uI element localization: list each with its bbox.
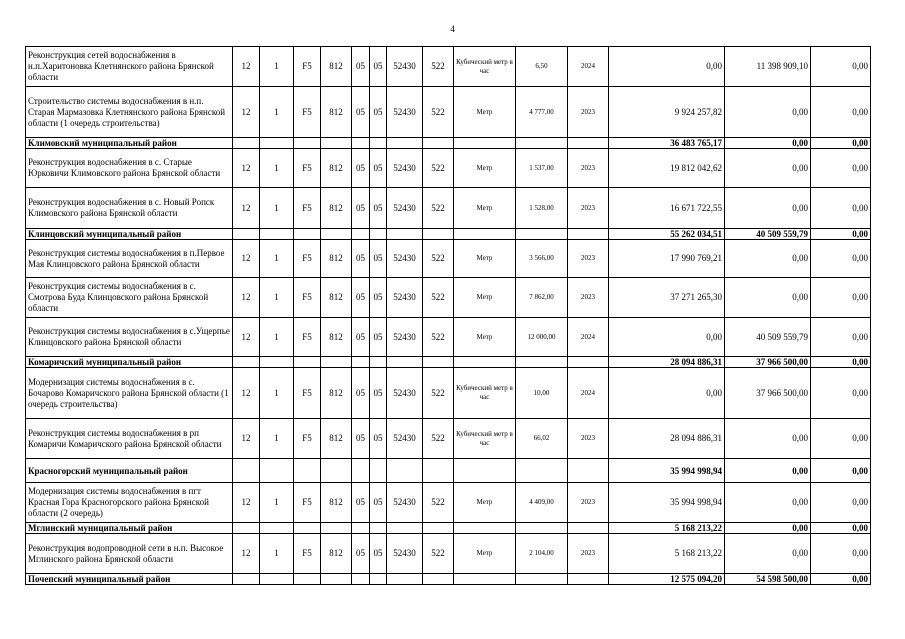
cell-c2: 1 — [260, 318, 294, 357]
cell-v1: 0,00 — [609, 368, 725, 419]
cell-c6 — [370, 574, 387, 585]
cell-c3 — [294, 357, 321, 368]
cell-unit: Кубический метр в час — [454, 47, 516, 87]
cell-year: 2023 — [568, 419, 609, 459]
cell-c8: 522 — [423, 47, 454, 87]
cell-c4 — [321, 229, 352, 240]
cell-qty: 3 566,00 — [516, 240, 568, 278]
cell-year — [568, 229, 609, 240]
row-name-cell: Строительство системы водоснабжения в н.п. Старая Мармазовка Клетнянского района Брянской области (1 очередь строительства) — [26, 87, 233, 138]
cell-v1: 0,00 — [609, 318, 725, 357]
cell-c1: 12 — [233, 534, 260, 574]
subtotal-row — [26, 459, 871, 483]
cell-v3: 0,00 — [811, 574, 871, 585]
cell-v3: 0,00 — [811, 534, 871, 574]
cell-year: 2024 — [568, 368, 609, 419]
cell-qty: 1 528,00 — [516, 188, 568, 229]
cell-v1: 5 168 213,22 — [609, 523, 725, 534]
cell-c6: 05 — [370, 149, 387, 188]
cell-c2 — [260, 459, 294, 483]
cell-c6: 05 — [370, 368, 387, 419]
cell-c8: 522 — [423, 240, 454, 278]
cell-qty — [516, 459, 568, 483]
cell-c8: 522 — [423, 419, 454, 459]
cell-c4: 812 — [321, 149, 352, 188]
cell-c3: F5 — [294, 368, 321, 419]
cell-unit — [454, 574, 516, 585]
cell-c3 — [294, 459, 321, 483]
cell-c4: 812 — [321, 240, 352, 278]
cell-qty — [516, 574, 568, 585]
cell-v3: 0,00 — [811, 138, 871, 149]
cell-c1: 12 — [233, 87, 260, 138]
cell-c8 — [423, 357, 454, 368]
cell-year: 2023 — [568, 188, 609, 229]
cell-unit: Метр — [454, 188, 516, 229]
cell-c6 — [370, 523, 387, 534]
cell-year — [568, 357, 609, 368]
cell-v3: 0,00 — [811, 459, 871, 483]
cell-unit: Кубический метр в час — [454, 419, 516, 459]
cell-qty: 7 862,00 — [516, 278, 568, 318]
cell-qty: 6,50 — [516, 47, 568, 87]
cell-c6: 05 — [370, 318, 387, 357]
cell-unit: Метр — [454, 318, 516, 357]
cell-c1: 12 — [233, 419, 260, 459]
cell-c5 — [352, 523, 370, 534]
cell-c5: 05 — [352, 149, 370, 188]
cell-v3: 0,00 — [811, 188, 871, 229]
cell-c2 — [260, 229, 294, 240]
cell-c8 — [423, 229, 454, 240]
cell-v3: 0,00 — [811, 278, 871, 318]
cell-c3: F5 — [294, 534, 321, 574]
cell-c4: 812 — [321, 483, 352, 523]
cell-c8: 522 — [423, 534, 454, 574]
row-name-cell: Мглинский муниципальный район — [26, 523, 233, 534]
cell-year: 2023 — [568, 534, 609, 574]
cell-unit — [454, 459, 516, 483]
cell-c1 — [233, 357, 260, 368]
cell-qty: 66,02 — [516, 419, 568, 459]
cell-c3: F5 — [294, 318, 321, 357]
cell-c1: 12 — [233, 368, 260, 419]
cell-c6: 05 — [370, 483, 387, 523]
cell-c8: 522 — [423, 483, 454, 523]
cell-v2: 40 509 559,79 — [725, 229, 811, 240]
cell-c7 — [387, 229, 423, 240]
cell-c1: 12 — [233, 240, 260, 278]
cell-year: 2024 — [568, 47, 609, 87]
cell-v1: 35 994 998,94 — [609, 483, 725, 523]
table-row — [26, 188, 871, 229]
cell-c2: 1 — [260, 149, 294, 188]
cell-year — [568, 138, 609, 149]
cell-c8 — [423, 574, 454, 585]
cell-c6: 05 — [370, 87, 387, 138]
cell-c1 — [233, 229, 260, 240]
cell-v1: 55 262 034,51 — [609, 229, 725, 240]
cell-c5: 05 — [352, 240, 370, 278]
row-name-cell: Реконструкция системы водоснабжения в с. Смотрова Буда Клинцовского района Брянской области — [26, 278, 233, 318]
cell-v3: 0,00 — [811, 149, 871, 188]
cell-c5: 05 — [352, 483, 370, 523]
cell-year: 2023 — [568, 87, 609, 138]
cell-c7: 52430 — [387, 188, 423, 229]
cell-c8: 522 — [423, 149, 454, 188]
cell-c4 — [321, 574, 352, 585]
cell-c5: 05 — [352, 87, 370, 138]
cell-c3 — [294, 138, 321, 149]
cell-v3: 0,00 — [811, 318, 871, 357]
cell-qty: 2 104,00 — [516, 534, 568, 574]
cell-v3: 0,00 — [811, 419, 871, 459]
cell-v2: 0,00 — [725, 149, 811, 188]
cell-unit: Метр — [454, 149, 516, 188]
cell-c4 — [321, 138, 352, 149]
cell-c8: 522 — [423, 368, 454, 419]
cell-c2 — [260, 357, 294, 368]
cell-c2: 1 — [260, 278, 294, 318]
cell-v2: 11 398 909,10 — [725, 47, 811, 87]
cell-v1: 28 094 886,31 — [609, 419, 725, 459]
cell-qty: 4 777,00 — [516, 87, 568, 138]
cell-c2: 1 — [260, 188, 294, 229]
table-row — [26, 483, 871, 523]
cell-c2: 1 — [260, 483, 294, 523]
cell-c2: 1 — [260, 47, 294, 87]
cell-c7: 52430 — [387, 483, 423, 523]
cell-c5 — [352, 574, 370, 585]
cell-c7: 52430 — [387, 240, 423, 278]
cell-v2: 54 598 500,00 — [725, 574, 811, 585]
cell-c8: 522 — [423, 318, 454, 357]
row-name-cell: Красногорский муниципальный район — [26, 459, 233, 483]
row-name-cell: Реконструкция системы водоснабжения в п.Первое Мая Клинцовского района Брянской области — [26, 240, 233, 278]
row-name-cell: Модернизация системы водоснабжения в с. Бочарово Комаричского района Брянской области (1 очередь строительства) — [26, 368, 233, 419]
cell-v3: 0,00 — [811, 47, 871, 87]
cell-v2: 0,00 — [725, 278, 811, 318]
cell-unit — [454, 229, 516, 240]
row-name-cell: Реконструкция водоснабжения в с. Старые Юрковичи Климовского района Брянской области — [26, 149, 233, 188]
cell-c2 — [260, 138, 294, 149]
cell-v1: 9 924 257,82 — [609, 87, 725, 138]
cell-c5: 05 — [352, 419, 370, 459]
cell-c8: 522 — [423, 278, 454, 318]
cell-c3: F5 — [294, 47, 321, 87]
cell-c6: 05 — [370, 47, 387, 87]
cell-v2: 0,00 — [725, 523, 811, 534]
cell-v2: 0,00 — [725, 240, 811, 278]
cell-v2: 40 509 559,79 — [725, 318, 811, 357]
cell-c4 — [321, 459, 352, 483]
row-name-cell: Реконструкция сетей водоснабжения в н.п.Харитоновка Клетнянского района Брянской области — [26, 47, 233, 87]
page-number: 4 — [450, 24, 455, 34]
cell-v1: 36 483 765,17 — [609, 138, 725, 149]
cell-v1: 0,00 — [609, 47, 725, 87]
cell-c2: 1 — [260, 419, 294, 459]
cell-c4: 812 — [321, 368, 352, 419]
row-name-cell: Реконструкция системы водоснабжения в рп Комаричи Комаричского района Брянской области — [26, 419, 233, 459]
cell-year: 2023 — [568, 149, 609, 188]
cell-c1: 12 — [233, 483, 260, 523]
cell-c3: F5 — [294, 278, 321, 318]
cell-unit: Метр — [454, 483, 516, 523]
cell-v2: 0,00 — [725, 483, 811, 523]
cell-c3: F5 — [294, 483, 321, 523]
cell-year — [568, 574, 609, 585]
cell-unit: Метр — [454, 87, 516, 138]
cell-year — [568, 523, 609, 534]
cell-c7: 52430 — [387, 534, 423, 574]
cell-c5: 05 — [352, 318, 370, 357]
cell-v2: 0,00 — [725, 87, 811, 138]
cell-c2: 1 — [260, 87, 294, 138]
table-row — [26, 87, 871, 138]
row-name-cell: Клинцовский муниципальный район — [26, 229, 233, 240]
cell-unit: Метр — [454, 534, 516, 574]
cell-unit — [454, 138, 516, 149]
cell-c5 — [352, 357, 370, 368]
row-name-cell: Реконструкция водопроводной сети в н.п. Высокое Мглинского района Брянской области — [26, 534, 233, 574]
cell-c6 — [370, 459, 387, 483]
cell-c6 — [370, 229, 387, 240]
cell-v3: 0,00 — [811, 240, 871, 278]
cell-v1: 17 990 769,21 — [609, 240, 725, 278]
table-row — [26, 47, 871, 87]
cell-v2: 37 966 500,00 — [725, 357, 811, 368]
cell-c7: 52430 — [387, 278, 423, 318]
cell-c4: 812 — [321, 419, 352, 459]
table-row — [26, 534, 871, 574]
row-name-cell: Модернизация системы водоснабжения в пгт Красная Гора Красногорского района Брянской области (2 очередь) — [26, 483, 233, 523]
table-row — [26, 368, 871, 419]
cell-c6: 05 — [370, 240, 387, 278]
cell-c2: 1 — [260, 534, 294, 574]
cell-c5: 05 — [352, 534, 370, 574]
cell-c2: 1 — [260, 240, 294, 278]
cell-v2: 0,00 — [725, 419, 811, 459]
cell-c5 — [352, 229, 370, 240]
cell-v1: 35 994 998,94 — [609, 459, 725, 483]
cell-c1: 12 — [233, 318, 260, 357]
cell-c7 — [387, 459, 423, 483]
cell-c4: 812 — [321, 188, 352, 229]
cell-qty: 10,00 — [516, 368, 568, 419]
cell-qty — [516, 229, 568, 240]
cell-c3: F5 — [294, 149, 321, 188]
cell-c5: 05 — [352, 47, 370, 87]
cell-c1: 12 — [233, 47, 260, 87]
cell-c5: 05 — [352, 368, 370, 419]
cell-c5: 05 — [352, 188, 370, 229]
cell-c4 — [321, 357, 352, 368]
cell-c3: F5 — [294, 87, 321, 138]
cell-year: 2023 — [568, 483, 609, 523]
cell-c7: 52430 — [387, 87, 423, 138]
cell-c8: 522 — [423, 87, 454, 138]
cell-v3: 0,00 — [811, 483, 871, 523]
cell-c7: 52430 — [387, 419, 423, 459]
cell-c6: 05 — [370, 419, 387, 459]
cell-c4: 812 — [321, 87, 352, 138]
cell-year — [568, 459, 609, 483]
cell-v1: 19 812 042,62 — [609, 149, 725, 188]
cell-c7 — [387, 523, 423, 534]
table-row — [26, 278, 871, 318]
subtotal-row — [26, 357, 871, 368]
cell-c7 — [387, 574, 423, 585]
subtotal-row — [26, 574, 871, 585]
cell-c8: 522 — [423, 188, 454, 229]
subtotal-row — [26, 229, 871, 240]
row-name-cell: Реконструкция водоснабжения в с. Новый Ропск Климовского района Брянской области — [26, 188, 233, 229]
budget-table — [25, 46, 871, 585]
table-row — [26, 149, 871, 188]
cell-c3: F5 — [294, 188, 321, 229]
row-name-cell: Климовский муниципальный район — [26, 138, 233, 149]
cell-c4: 812 — [321, 278, 352, 318]
cell-c1 — [233, 138, 260, 149]
cell-c7 — [387, 357, 423, 368]
cell-qty — [516, 138, 568, 149]
cell-unit: Метр — [454, 278, 516, 318]
cell-v2: 0,00 — [725, 188, 811, 229]
cell-c3 — [294, 523, 321, 534]
cell-v1: 37 271 265,30 — [609, 278, 725, 318]
cell-c2 — [260, 523, 294, 534]
cell-c2: 1 — [260, 368, 294, 419]
cell-unit: Метр — [454, 240, 516, 278]
cell-c8 — [423, 459, 454, 483]
cell-unit: Кубический метр в час — [454, 368, 516, 419]
cell-qty: 1 537,00 — [516, 149, 568, 188]
cell-c6 — [370, 357, 387, 368]
cell-year: 2024 — [568, 318, 609, 357]
cell-qty: 12 000,00 — [516, 318, 568, 357]
cell-c1: 12 — [233, 278, 260, 318]
cell-v1: 12 575 094,20 — [609, 574, 725, 585]
cell-c3: F5 — [294, 240, 321, 278]
cell-c6: 05 — [370, 534, 387, 574]
cell-qty: 4 409,00 — [516, 483, 568, 523]
row-name-cell: Почепский муниципальный район — [26, 574, 233, 585]
cell-c8 — [423, 523, 454, 534]
cell-v2: 0,00 — [725, 534, 811, 574]
cell-unit — [454, 357, 516, 368]
cell-c3 — [294, 229, 321, 240]
cell-c1: 12 — [233, 188, 260, 229]
cell-year: 2023 — [568, 240, 609, 278]
cell-c5: 05 — [352, 278, 370, 318]
cell-c5 — [352, 459, 370, 483]
cell-qty — [516, 523, 568, 534]
cell-c4: 812 — [321, 534, 352, 574]
cell-v3: 0,00 — [811, 87, 871, 138]
cell-c7: 52430 — [387, 47, 423, 87]
row-name-cell: Комаричский муниципальный район — [26, 357, 233, 368]
cell-v3: 0,00 — [811, 523, 871, 534]
cell-c1: 12 — [233, 149, 260, 188]
cell-v1: 5 168 213,22 — [609, 534, 725, 574]
cell-c1 — [233, 574, 260, 585]
cell-v2: 0,00 — [725, 459, 811, 483]
cell-v3: 0,00 — [811, 357, 871, 368]
subtotal-row — [26, 523, 871, 534]
cell-c6 — [370, 138, 387, 149]
cell-c7: 52430 — [387, 149, 423, 188]
cell-c3: F5 — [294, 419, 321, 459]
subtotal-row — [26, 138, 871, 149]
cell-unit — [454, 523, 516, 534]
cell-v3: 0,00 — [811, 229, 871, 240]
cell-year: 2023 — [568, 278, 609, 318]
cell-v2: 37 966 500,00 — [725, 368, 811, 419]
cell-c1 — [233, 459, 260, 483]
cell-qty — [516, 357, 568, 368]
cell-c2 — [260, 574, 294, 585]
cell-c6: 05 — [370, 278, 387, 318]
cell-c4 — [321, 523, 352, 534]
cell-c7: 52430 — [387, 368, 423, 419]
cell-c3 — [294, 574, 321, 585]
cell-v1: 16 671 722,55 — [609, 188, 725, 229]
cell-v1: 28 094 886,31 — [609, 357, 725, 368]
cell-c1 — [233, 523, 260, 534]
cell-c7 — [387, 138, 423, 149]
cell-c4: 812 — [321, 47, 352, 87]
cell-v2: 0,00 — [725, 138, 811, 149]
cell-c6: 05 — [370, 188, 387, 229]
cell-c4: 812 — [321, 318, 352, 357]
table-row — [26, 318, 871, 357]
cell-v3: 0,00 — [811, 368, 871, 419]
cell-c8 — [423, 138, 454, 149]
table-row — [26, 419, 871, 459]
row-name-cell: Реконструкция системы водоснабжения в с.Ущерпье Клинцовского района Брянской области — [26, 318, 233, 357]
table-row — [26, 240, 871, 278]
cell-c7: 52430 — [387, 318, 423, 357]
cell-c5 — [352, 138, 370, 149]
